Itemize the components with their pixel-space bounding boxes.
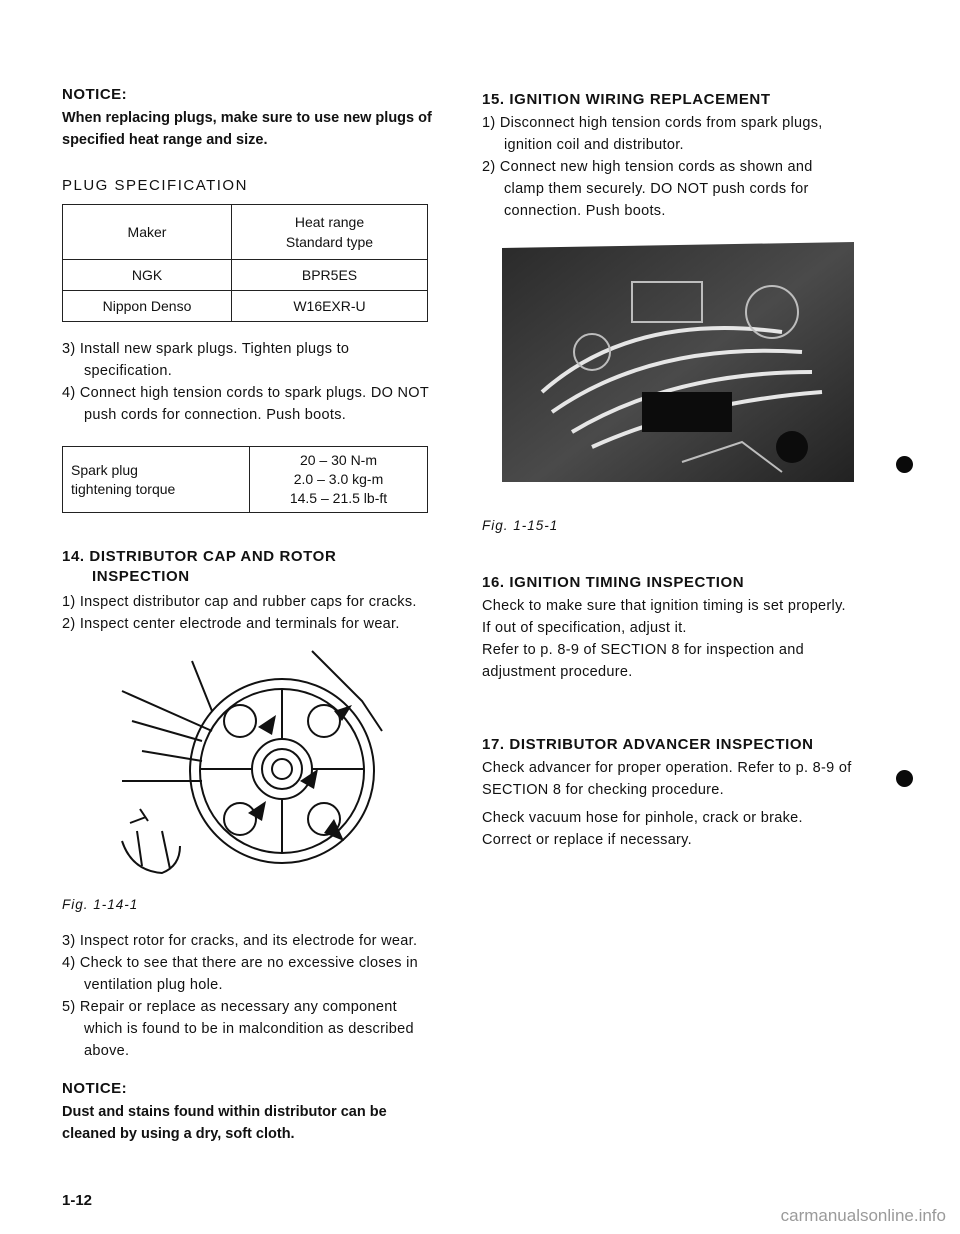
list-item: 3) Inspect rotor for cracks, and its electrode for wear. (62, 933, 418, 949)
section-17-text: Check advancer for proper operation. Refer to p. 8-9 of SECTION 8 for checking procedure. (482, 760, 852, 798)
ignition-wiring-photo (482, 242, 854, 512)
section-15-steps (482, 112, 854, 222)
section-14-heading: 14. DISTRIBUTOR CAP AND ROTOR INSPECTION (62, 548, 337, 585)
right-column (482, 90, 854, 851)
maker-cell: NGK (63, 260, 232, 291)
left-column (62, 86, 434, 1145)
distributor-cap-drawing (62, 641, 434, 891)
list-item: 1) Inspect distributor cap and rubber caps for cracks. (62, 594, 417, 610)
notice-text: Dust and stains found within distributor can be cleaned by using a dry, soft cloth. (62, 1104, 387, 1142)
table-row (63, 291, 428, 322)
list-item: 4) Check to see that there are no excessive closes in ventilation plug hole. (62, 955, 419, 993)
list-item: 5) Repair or replace as necessary any component which is found to be in malcondition as described above. (62, 999, 414, 1059)
header-heat-line2: Standard type (285, 234, 374, 250)
figure-caption: Fig. 1-14-1 (62, 897, 139, 912)
maker-cell: Nippon Denso (63, 291, 232, 322)
list-item: 4) Connect high tension cords to spark plugs. DO NOT push cords for connection. Push boots. (62, 385, 429, 423)
header-heat-line1: Heat range (294, 214, 365, 230)
notice-text: When replacing plugs, make sure to use new plugs of specified heat range and size. (62, 110, 432, 148)
table-header-maker: Maker (63, 205, 232, 260)
torque-table (62, 446, 428, 513)
section-16-reference: Refer to p. 8-9 of SECTION 8 for inspection and adjustment procedure. (482, 642, 804, 680)
list-item: 2) Inspect center electrode and terminals for wear. (62, 616, 400, 632)
page-number: 1-12 (62, 1192, 93, 1209)
section-17-heading: 17. DISTRIBUTOR ADVANCER INSPECTION (482, 736, 814, 753)
watermark: carmanualsonline.info (780, 1206, 946, 1225)
torque-label: Spark plug tightening torque (63, 447, 250, 513)
type-cell: BPR5ES (232, 260, 428, 291)
section-16-heading: 16. IGNITION TIMING INSPECTION (482, 574, 745, 591)
margin-bullet (896, 770, 913, 787)
section-16-text: Check to make sure that ignition timing is set properly. If out of specification, adjust it. (482, 598, 846, 636)
table-header-heat-range (232, 205, 428, 260)
section-14-steps-after (62, 930, 434, 1062)
torque-value: 20 – 30 N-m 2.0 – 3.0 kg-m 14.5 – 21.5 lb-ft (250, 447, 428, 513)
list-item: 3) Install new spark plugs. Tighten plugs to specification. (62, 341, 350, 379)
list-item: 1) Disconnect high tension cords from spark plugs, ignition coil and distributor. (482, 115, 823, 153)
margin-bullet (896, 456, 913, 473)
section-17-hose-check: Check vacuum hose for pinhole, crack or brake. Correct or replace if necessary. (482, 810, 803, 848)
figure-caption: Fig. 1-15-1 (482, 518, 559, 533)
notice-heading: NOTICE: (62, 1080, 128, 1097)
list-item: 2) Connect new high tension cords as shown and clamp them securely. DO NOT push cords for connection. Push boots. (482, 159, 813, 219)
section-15-heading: 15. IGNITION WIRING REPLACEMENT (482, 91, 771, 108)
install-steps (62, 338, 434, 426)
type-cell: W16EXR-U (232, 291, 428, 322)
notice-heading: NOTICE: (62, 86, 128, 103)
table-row (63, 260, 428, 291)
plug-spec-table (62, 204, 428, 322)
plug-spec-title: PLUG SPECIFICATION (62, 177, 248, 194)
section-14-steps (62, 591, 434, 635)
distributor-cap-figure (62, 641, 434, 891)
engine-photo (482, 242, 854, 512)
